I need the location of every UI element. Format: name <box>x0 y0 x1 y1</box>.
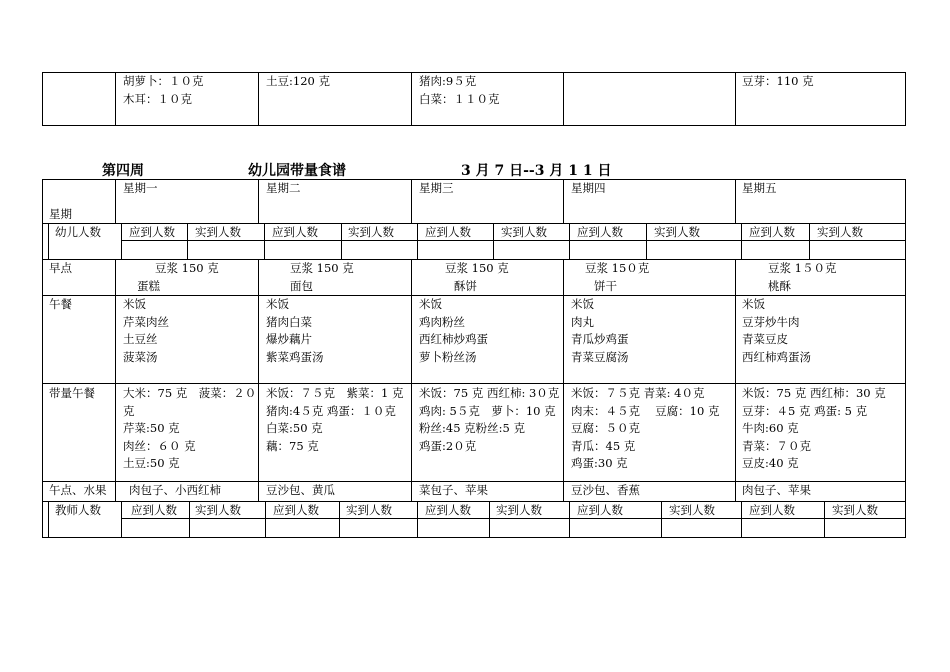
snack-cell: 肉包子、小西红柿 <box>129 483 221 497</box>
prev-amount-cell: 胡萝卜：１０克 木耳：１０克 <box>123 74 204 106</box>
amount-cell: 米饭：75 克 西红柿: 3０克 鸡肉: 5５克 萝卜：10 克 粉丝:45 克粉丝:5 克 鸡蛋:2０克 <box>419 386 560 453</box>
prev-amount-cell: 豆芽：110 克 <box>742 74 814 88</box>
prev-table-border <box>411 72 412 126</box>
weekday-label: 星期 <box>49 207 72 221</box>
table-border <box>741 501 742 538</box>
day-header: 星期二 <box>266 181 301 195</box>
table-border <box>264 223 265 260</box>
week-label: 第四周 <box>102 163 144 179</box>
lunch-cell: 米饭 鸡肉粉丝 西红柿炒鸡蛋 萝卜粉丝汤 <box>419 297 488 364</box>
due-count-header: 应到人数 <box>272 225 318 239</box>
table-border <box>563 259 564 502</box>
lunch-label: 午餐 <box>49 297 72 311</box>
due-count-header: 应到人数 <box>131 503 177 517</box>
actual-count-header: 实到人数 <box>669 503 715 517</box>
due-count-header: 应到人数 <box>749 225 795 239</box>
table-border <box>661 501 662 538</box>
day-header: 星期五 <box>742 181 777 195</box>
table-border <box>121 223 122 260</box>
due-count-header: 应到人数 <box>129 225 175 239</box>
teachers-count-label: 教师人数 <box>55 503 101 517</box>
prev-table-bottom-border <box>42 125 906 126</box>
table-border <box>411 259 412 502</box>
table-border <box>735 259 736 502</box>
table-border <box>341 223 342 260</box>
actual-count-header: 实到人数 <box>496 503 542 517</box>
table-border <box>563 179 564 224</box>
table-border <box>115 179 116 224</box>
table-border <box>187 223 188 260</box>
due-count-header: 应到人数 <box>577 225 623 239</box>
table-border <box>411 179 412 224</box>
table-border <box>42 179 43 538</box>
day-header: 星期四 <box>571 181 606 195</box>
breakfast-cell: 豆浆 1５０克 桃酥 <box>768 261 837 293</box>
actual-count-header: 实到人数 <box>654 225 700 239</box>
table-border <box>569 501 570 538</box>
table-border <box>42 537 906 538</box>
lunch-cell: 米饭 豆芽炒牛肉 青菜豆皮 西红柿鸡蛋汤 <box>742 297 811 364</box>
table-border <box>417 223 418 260</box>
prev-table-border <box>115 72 116 126</box>
breakfast-label: 早点 <box>49 261 72 275</box>
table-border <box>809 223 810 260</box>
table-border <box>48 223 49 260</box>
prev-table-border <box>735 72 736 126</box>
table-border <box>489 501 490 538</box>
table-border <box>189 501 190 538</box>
children-count-label: 幼儿人数 <box>55 225 101 239</box>
amount-cell: 米饭：75 克 西红柿：30 克 豆芽：４5 克 鸡蛋: 5 克 牛肉:60 克 青菜：７０克 豆皮:40 克 <box>742 386 886 470</box>
day-header: 星期三 <box>419 181 454 195</box>
table-border <box>824 501 825 538</box>
snack-cell: 菜包子、苹果 <box>419 483 488 497</box>
prev-table-border <box>42 72 43 126</box>
date-range: 3 月 7 日--3 月 1 1 日 <box>461 163 612 179</box>
table-border <box>741 223 742 260</box>
table-border <box>42 383 906 384</box>
table-border <box>48 501 49 538</box>
lunch-cell: 米饭 芹菜肉丝 土豆丝 菠菜汤 <box>123 297 169 364</box>
prev-amount-cell: 土豆:120 克 <box>266 74 330 88</box>
breakfast-cell: 豆浆 150 克 酥饼 <box>445 261 509 293</box>
table-border <box>258 179 259 224</box>
snack-cell: 豆沙包、黄瓜 <box>266 483 335 497</box>
amount-lunch-label: 带量午餐 <box>49 386 95 400</box>
due-count-header: 应到人数 <box>749 503 795 517</box>
prev-table-border <box>563 72 564 126</box>
table-border <box>493 223 494 260</box>
actual-count-header: 实到人数 <box>195 503 241 517</box>
table-border <box>265 501 266 538</box>
prev-amount-cell: 猪肉:9５克 白菜：１１０克 <box>419 74 500 106</box>
table-border <box>735 179 736 224</box>
due-count-header: 应到人数 <box>273 503 319 517</box>
table-border <box>115 259 116 502</box>
actual-count-header: 实到人数 <box>346 503 392 517</box>
due-count-header: 应到人数 <box>425 503 471 517</box>
actual-count-header: 实到人数 <box>348 225 394 239</box>
actual-count-header: 实到人数 <box>817 225 863 239</box>
due-count-header: 应到人数 <box>577 503 623 517</box>
prev-table-border <box>258 72 259 126</box>
prev-table-border <box>905 72 906 126</box>
table-border <box>905 179 906 538</box>
table-border <box>417 501 418 538</box>
breakfast-cell: 豆浆 15０克 饼干 <box>585 261 650 293</box>
snack-cell: 豆沙包、香蕉 <box>571 483 640 497</box>
lunch-cell: 米饭 猪肉白菜 爆炒藕片 紫菜鸡蛋汤 <box>266 297 324 364</box>
day-header: 星期一 <box>123 181 158 195</box>
snack-label: 午点、水果 <box>49 483 107 497</box>
snack-cell: 肉包子、苹果 <box>742 483 811 497</box>
breakfast-cell: 豆浆 150 克 蛋糕 <box>137 261 219 293</box>
lunch-cell: 米饭 肉丸 青瓜炒鸡蛋 青菜豆腐汤 <box>571 297 629 364</box>
amount-cell: 米饭：７５克 紫菜：1 克 猪肉:4５克 鸡蛋：１０克 白菜:50 克 藕：75 克 <box>266 386 404 453</box>
table-border <box>258 259 259 502</box>
due-count-header: 应到人数 <box>425 225 471 239</box>
table-border <box>121 501 122 538</box>
amount-cell: 大米：75 克 菠菜：２０ 克 芹菜:50 克 肉丝：６０ 克 土豆:50 克 <box>123 386 257 470</box>
amount-cell: 米饭：７５克 青菜: 4０克 肉末：４５克 豆腐：10 克 豆腐：５０克 青瓜：45 克 鸡蛋:30 克 <box>571 386 720 470</box>
actual-count-header: 实到人数 <box>832 503 878 517</box>
table-border <box>646 223 647 260</box>
table-border <box>569 223 570 260</box>
actual-count-header: 实到人数 <box>195 225 241 239</box>
page-title: 幼儿园带量食谱 <box>248 163 346 179</box>
actual-count-header: 实到人数 <box>501 225 547 239</box>
table-border <box>339 501 340 538</box>
breakfast-cell: 豆浆 150 克 面包 <box>290 261 354 293</box>
